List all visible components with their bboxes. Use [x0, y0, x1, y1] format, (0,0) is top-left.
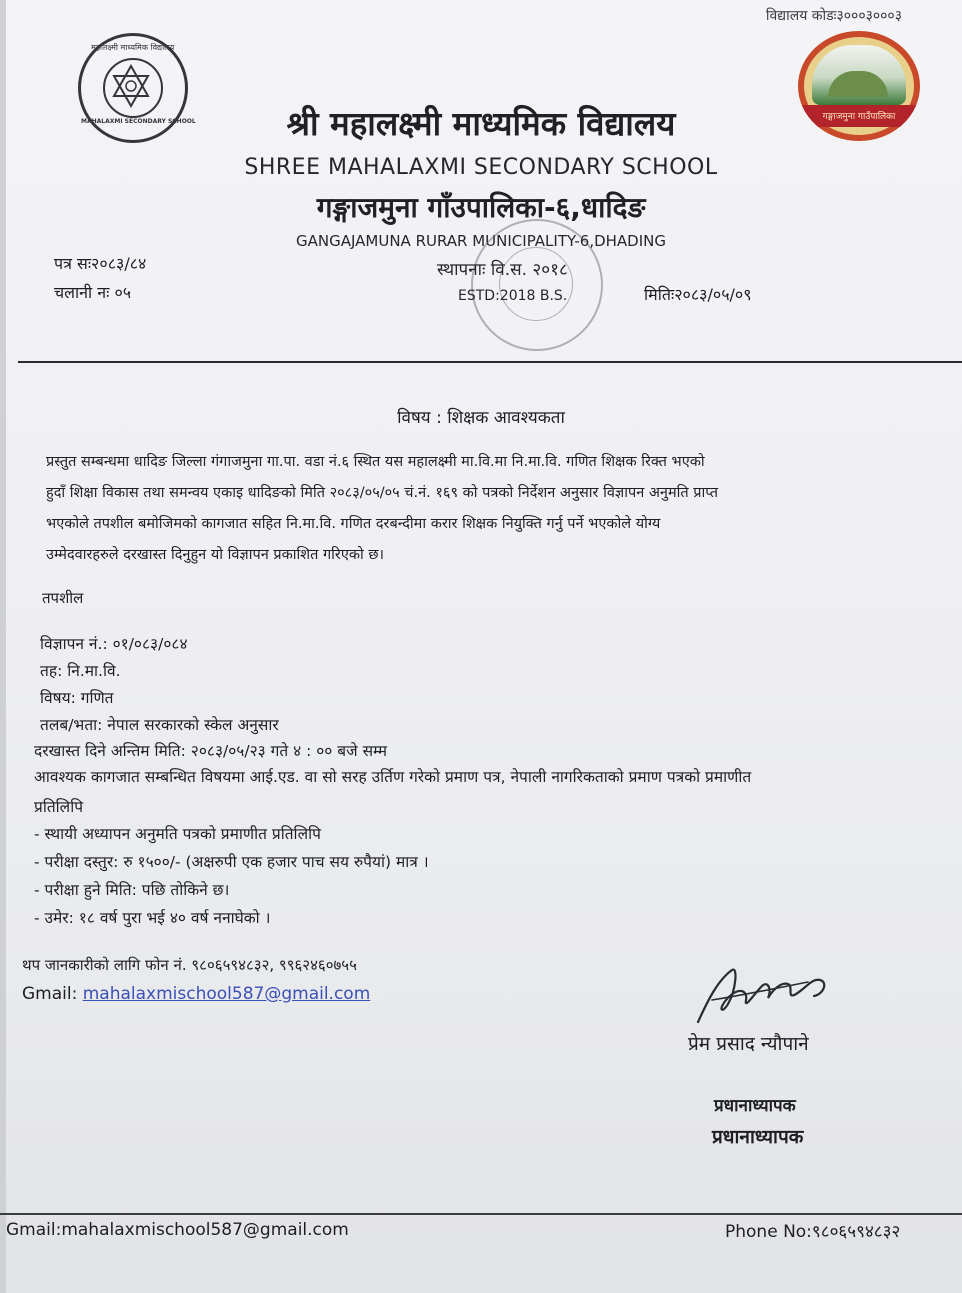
- details-heading: तपशील: [42, 589, 84, 607]
- signatory-name: प्रेम प्रसाद न्यौपाने: [688, 1033, 809, 1055]
- body-line: हुदाँ शिक्षा विकास तथा समन्वय एकाइ धादिङको मिति २०८३/०५/०५ चं.नं. १६९ को पत्रको निर्देशन अनुसार विज्ञापन अनुमति प्राप्त: [46, 485, 719, 501]
- footer-email: Gmail:mahalaxmischool587@gmail.com: [6, 1220, 349, 1240]
- body-line: प्रस्तुत सम्बन्धमा धादिङ जिल्ला गंगाजमुना गा.पा. वडा नं.६ स्थित यस महालक्ष्मी मा.वि.मा नि.मा.वि. गणित शिक्षक रिक्त भएको: [46, 454, 705, 470]
- handwritten-signature-icon: [688, 960, 838, 1030]
- list-item: - उमेर: १८ वर्ष पुरा भई ४० वर्ष ननाघेको ।: [34, 909, 271, 927]
- documents-line-continued: प्रतिलिपि: [34, 798, 84, 816]
- established-nepali: स्थापनाः वि.स. २०१८: [437, 260, 568, 280]
- subject-detail: विषय: गणित: [40, 689, 114, 707]
- salary: तलब/भता: नेपाल सरकारको स्केल अनुसार: [40, 716, 279, 734]
- logo-text: गङ्गाजमुना गाउँपालिका: [822, 112, 896, 122]
- address-english: GANGAJAMUNA RURAR MUNICIPALITY-6,DHADING: [295, 232, 667, 250]
- more-info-phone: थप जानकारीको लागि फोन नं. ९८०६५९४८३२, ९९६२४६०७५५: [22, 956, 357, 974]
- gmail-link[interactable]: mahalaxmischool587@gmail.com: [82, 984, 371, 1004]
- header-divider: [18, 361, 962, 363]
- seal-text-bottom: MAHALAXMI SECONDARY SCHOOL: [81, 118, 196, 125]
- body-paragraph: [46, 447, 916, 571]
- role-stamp: प्रधानाध्यापक: [712, 1126, 804, 1148]
- body-line: उम्मेदवारहरुले दरखास्त दिनुहुन यो विज्ञापन प्रकाशित गरिएको छ।: [46, 547, 385, 563]
- level: तह: नि.मा.वि.: [40, 662, 121, 680]
- ad-number: विज्ञापन नं.: ०१/०८३/०८४: [40, 635, 188, 653]
- gmail-line: [22, 984, 370, 1004]
- deadline: दरखास्त दिने अन्तिम मिति: २०८३/०५/२३ गते ४ : ०० बजे सम्म: [34, 742, 387, 760]
- gmail-label: Gmail:: [22, 984, 78, 1004]
- list-item: - परीक्षा दस्तुर: रु १५००/- (अक्षरुपी एक हजार पाच सय रुपैयां) मात्र ।: [34, 853, 429, 871]
- round-stamp-icon: [471, 219, 603, 351]
- school-title-nepali: श्री महालक्ष्मी माध्यमिक विद्यालय: [286, 104, 676, 143]
- footer-phone: Phone No:९८०६५९४८३२: [725, 1222, 901, 1242]
- letter-subject: विषय : शिक्षक आवश्यकता: [397, 408, 565, 428]
- school-title-english: SHREE MAHALAXMI SECONDARY SCHOOL: [244, 155, 718, 180]
- established-english: ESTD:2018 B.S.: [458, 288, 568, 304]
- letter-number: पत्र सः२०८३/८४: [54, 254, 147, 273]
- signatory-role: प्रधानाध्यापक: [714, 1096, 796, 1116]
- documents-line: आवश्यक कागजात सम्बन्धित विषयमा आई.एड. वा सो सरह उर्तिण गरेको प्रमाण पत्र, नेपाली नागरिकताको प्रमाण पत्रको प्रमाणीत: [34, 768, 752, 786]
- list-item: - स्थायी अध्यापन अनुमति पत्रको प्रमाणीत प्रतिलिपि: [34, 825, 321, 843]
- dispatch-number: चलानी नः ०५: [54, 283, 132, 302]
- footer-divider: [0, 1213, 962, 1215]
- school-code: विद्यालय कोडः३०००३०००३: [765, 8, 902, 24]
- seal-text-top: महालक्ष्मी माध्यमिक विद्यालय: [91, 43, 175, 52]
- address-nepali: गङ्गाजमुना गाँउपालिका-६,धादिङ: [316, 191, 646, 224]
- list-item: - परीक्षा हुने मिति: पछि तोकिने छ।: [34, 881, 230, 899]
- body-line: भएकोले तपशील बमोजिमको कागजात सहित नि.मा.वि. गणित दरबन्दीमा करार शिक्षक नियुक्ति गर्नु पर्ने भएकोले योग्य: [46, 516, 661, 532]
- letter-date: मितिः२०८३/०५/०९: [644, 285, 752, 304]
